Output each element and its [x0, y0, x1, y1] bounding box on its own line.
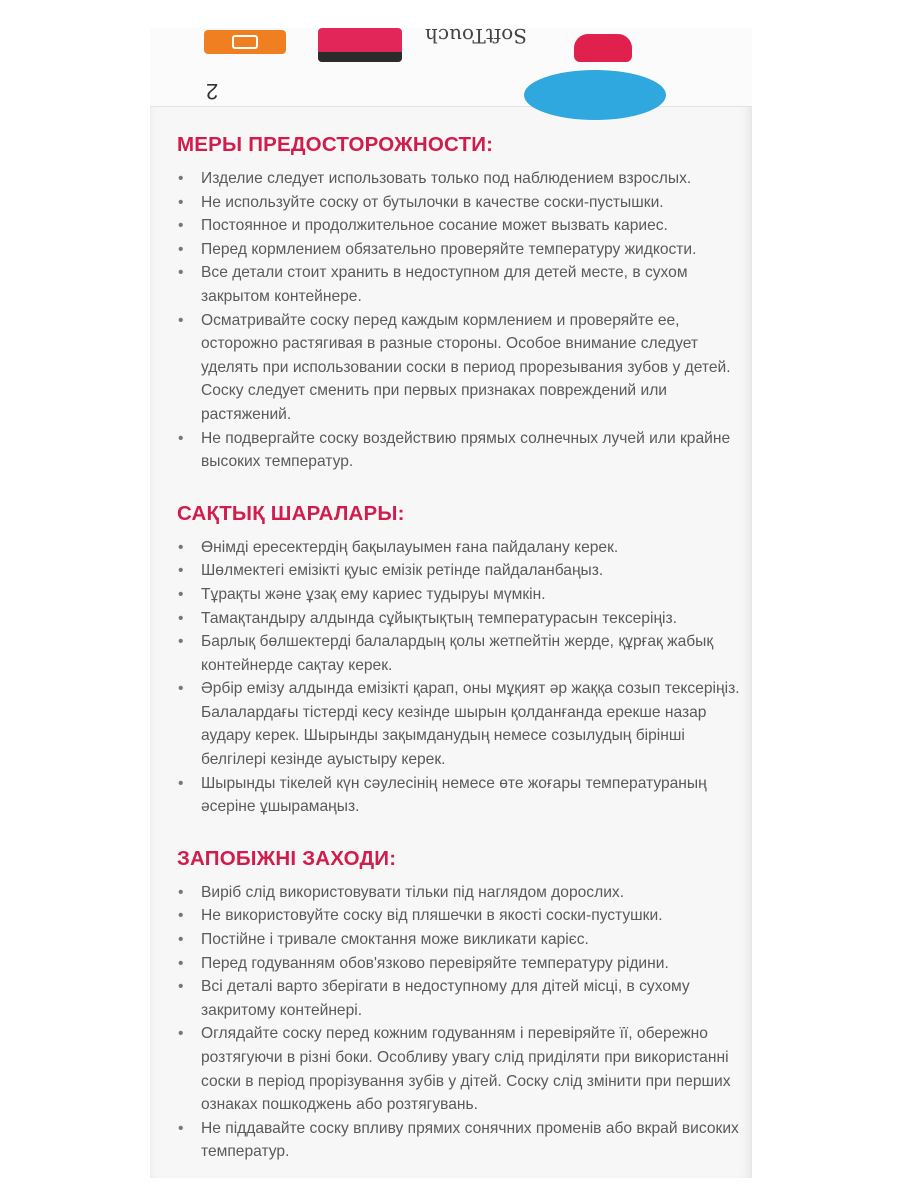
flap-product-name: SoftTouch	[425, 24, 527, 48]
list-item: • Изделие следует использовать только под наблюдением взрослых.	[177, 167, 747, 191]
list-item: • Тұрақты және ұзақ ему кариес тудыруы мүмкін.	[177, 583, 747, 607]
list-item: • Шөлмектегі емізікті қуыс емізік ретінде пайдаланбаңыз.	[177, 559, 747, 583]
list-item: • Не використовуйте соску від пляшечки в якості соски-пустушки.	[177, 904, 747, 928]
list-item: • Әрбір емізу алдында емізікті қарап, оны мұқият әр жаққа созып тексеріңіз. Балалардағы тістерді кесу кезінде шырын қолданғанда ерекше назар аудару керек. Шырынды зақымданудың немесе созылудың бірінші белгілері кезінде ауыстыру керек.	[177, 677, 747, 771]
list-item: • Барлық бөлшектерді балалардың қолы жетпейтін жерде, құрғақ жабық контейнерде сақтау керек.	[177, 630, 747, 677]
list-ru	[177, 167, 747, 474]
list-item: • Перед кормлением обязательно проверяйте температуру жидкости.	[177, 238, 747, 262]
section-title-ru: МЕРЫ ПРЕДОСТОРОЖНОСТИ:	[177, 133, 494, 156]
age-badge	[524, 70, 666, 120]
section-kz	[177, 500, 747, 819]
list-item: • Всі деталі варто зберігати в недоступному для дітей місці, в сухому закритому контейнері.	[177, 975, 747, 1022]
list-item: • Постійне і тривале смоктання може викликати карієс.	[177, 928, 747, 952]
brand-logo	[574, 34, 632, 62]
flap-number: 2	[206, 79, 219, 104]
list-item: • Өнімді ересектердің бақылауымен ғана пайдалану керек.	[177, 536, 747, 560]
list-ua	[177, 881, 747, 1164]
list-item: • Не піддавайте соску впливу прямих сонячних променів або вкрай високих температур.	[177, 1117, 747, 1164]
list-item: • Тамақтандыру алдында сұйықтықтың температурасын тексеріңіз.	[177, 607, 747, 631]
list-item: • Перед годуванням обов'язково перевіряйте температуру рідини.	[177, 952, 747, 976]
list-kz	[177, 536, 747, 819]
list-item: • Оглядайте соску перед кожним годуванням і перевіряйте її, обережно розтягуючи в різні боки. Особливу увагу слід приділяти при використанні соски в період прорізування зубів у дітей. Соску слід змінити при перших ознаках пошкоджень або розтягувань.	[177, 1022, 747, 1116]
instructions-content	[177, 131, 747, 1164]
section-ru	[177, 131, 747, 474]
dishwasher-icon	[204, 30, 286, 54]
list-item: • Осматривайте соску перед каждым кормлением и проверяйте ее, осторожно растягивая в разные стороны. Особое внимание следует уделять при использовании соски в период прорезывания зубов у детей. Соску следует сменить при первых признаках повреждений или растяжений.	[177, 309, 747, 427]
section-ua	[177, 845, 747, 1164]
list-item: • Все детали стоит хранить в недоступном для детей месте, в сухом закрытом контейнере.	[177, 261, 747, 308]
section-title-ua: ЗАПОБІЖНІ ЗАХОДИ:	[177, 846, 397, 870]
list-item: • Постоянное и продолжительное сосание может вызвать кариес.	[177, 214, 747, 238]
list-item: • Не подвергайте соску воздействию прямых солнечных лучей или крайне высоких температур.	[177, 427, 747, 474]
list-item: • Шырынды тікелей күн сәулесінің немесе өте жоғары температураның әсеріне ұшырамаңыз.	[177, 772, 747, 819]
bpa-free-badge	[318, 28, 402, 62]
section-title-kz: САҚТЫҚ ШАРАЛАРЫ:	[177, 501, 405, 525]
list-item: • Виріб слід використовувати тільки під наглядом дорослих.	[177, 881, 747, 905]
list-item: • Не используйте соску от бутылочки в качестве соски-пустышки.	[177, 191, 747, 215]
